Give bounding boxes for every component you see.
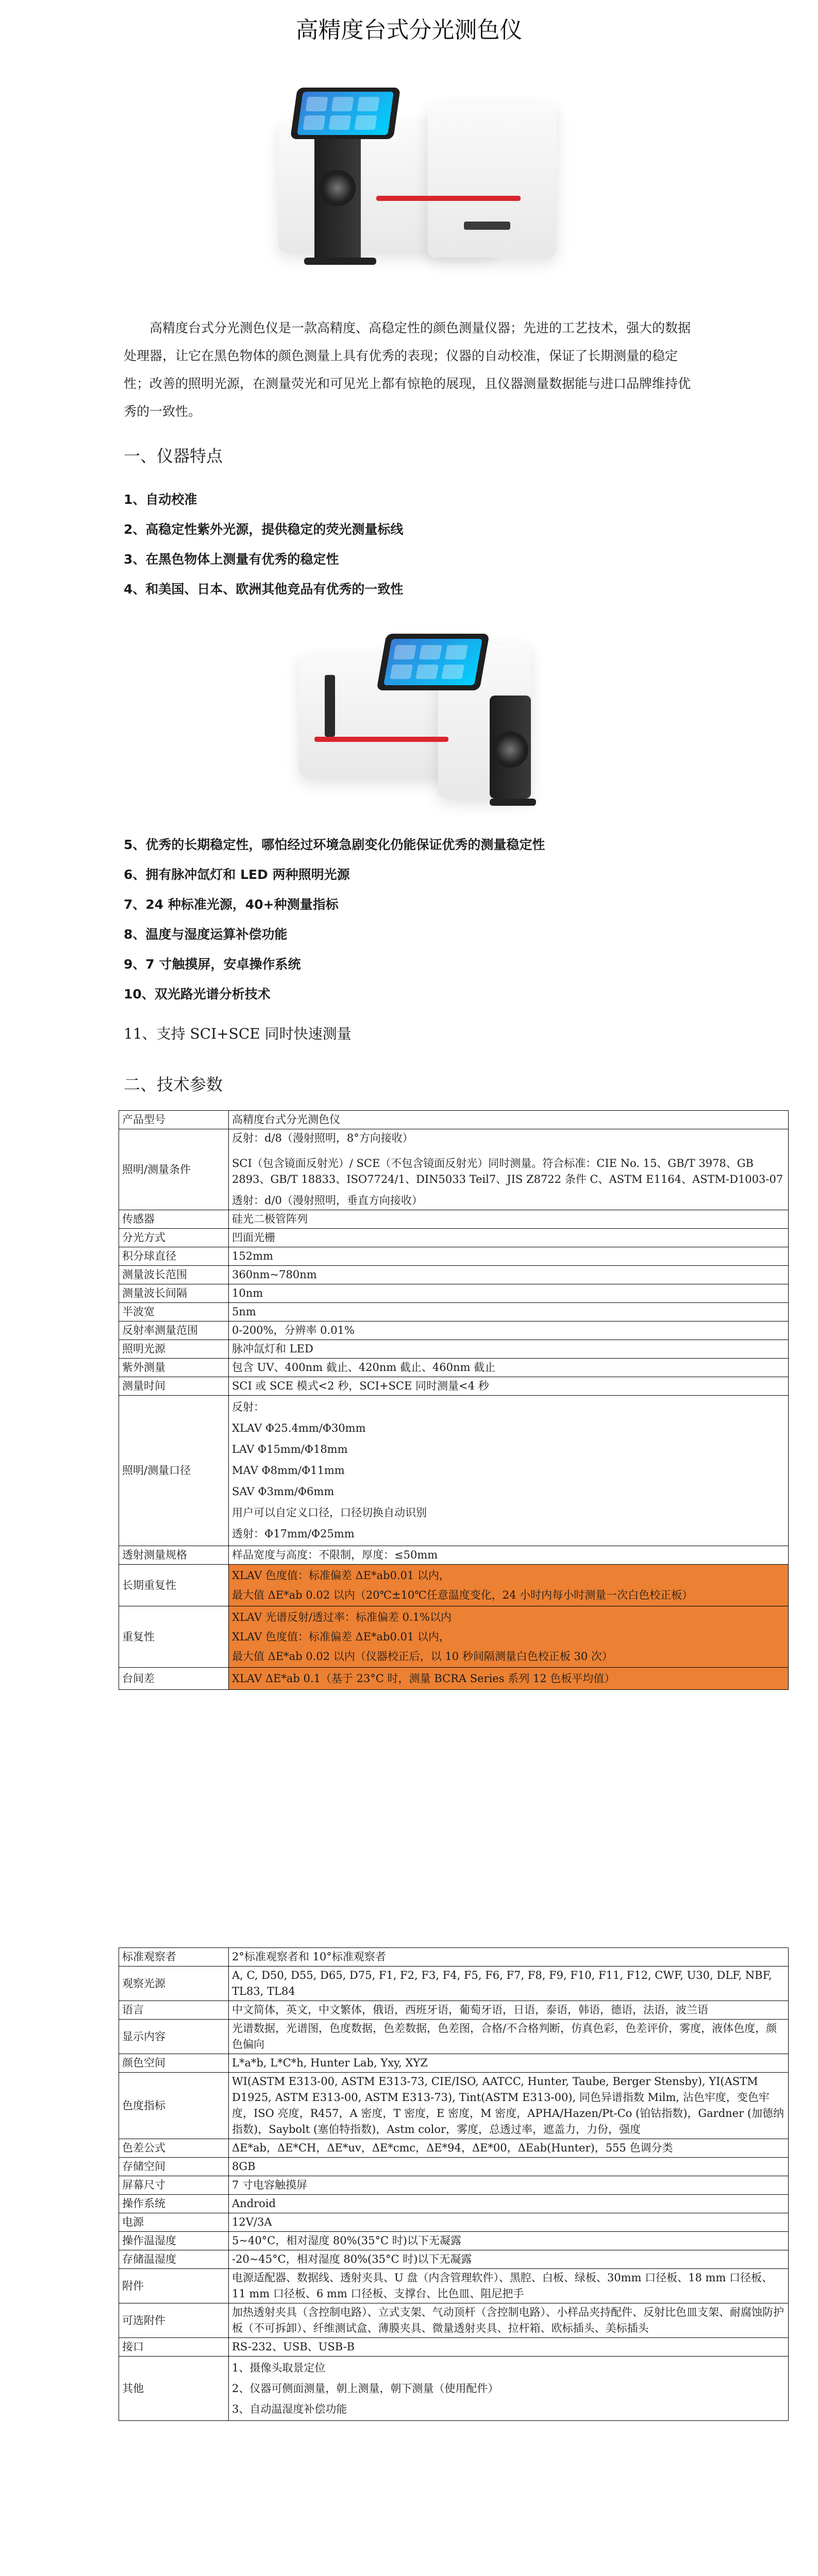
feature-item: 8、温度与湿度运算补偿功能 xyxy=(124,927,288,942)
spec-line: XLAV 色度值：标准偏差 ΔE*ab0.01 以内， xyxy=(232,1631,450,1643)
spec-value xyxy=(229,2357,789,2421)
spec-key: 产品型号 xyxy=(119,1111,229,1129)
spec-line: 最大值 ΔE*ab 0.02 以内（20℃±10℃任意温度变化，24 小时内每小时测量一次白色校正板） xyxy=(232,1589,693,1601)
spec-value: ΔE*ab，ΔE*CH，ΔE*uv，ΔE*cmc，ΔE*94，ΔE*00，ΔEab(Hunter)，555 色调分类 xyxy=(229,2139,789,2158)
table-row xyxy=(119,2269,789,2303)
spec-key: 照明光源 xyxy=(119,1340,229,1359)
feature-item: 11、支持 SCI+SCE 同时快速测量 xyxy=(124,1025,352,1042)
spec-value: 152mm xyxy=(229,1247,789,1266)
spec-key: 色度指标 xyxy=(119,2073,229,2139)
spec-value: 360nm~780nm xyxy=(229,1266,789,1284)
spec-key: 紫外测量 xyxy=(119,1359,229,1377)
spec-value: 电源适配器、数据线、透射夹具、U 盘（内含管理软件）、黑腔、白板、绿板、30mm 口径板、18 mm 口径板、11 mm 口径板、6 mm 口径板、支撑台、比色皿、阻尼把手 xyxy=(229,2269,789,2303)
spec-key: 颜色空间 xyxy=(119,2054,229,2073)
spec-value: L*a*b, L*C*h, Hunter Lab, Yxy, XYZ xyxy=(229,2054,789,2073)
spec-value: 加热透射夹具（含控制电路）、立式支架、气动顶杆（含控制电路）、小样品夹持配件、反射比色皿支架、耐腐蚀防护板（不可拆卸）、纤维测试盒、薄膜夹具、微量透射夹具、拉杆箱、欧标插头、美标插头 xyxy=(229,2303,789,2338)
feature-item: 5、优秀的长期稳定性，哪怕经过环境急剧变化仍能保证优秀的测量稳定性 xyxy=(124,837,545,852)
spec-key: 反射率测量范围 xyxy=(119,1321,229,1340)
table-row-highlight xyxy=(119,1606,789,1668)
spec-line: 反射： xyxy=(232,1401,264,1413)
spec-key: 其他 xyxy=(119,2357,229,2421)
spec-key: 显示内容 xyxy=(119,2020,229,2054)
spec-value: Android xyxy=(229,2195,789,2213)
spec-line: 2、仪器可侧面测量，朝上测量，朝下测量（使用配件） xyxy=(232,2382,499,2395)
table-row xyxy=(119,2020,789,2054)
section-heading-specs: 二、技术参数 xyxy=(124,1075,223,1094)
table-row xyxy=(119,2158,789,2176)
spec-value: 2°标准观察者和 10°标准观察者 xyxy=(229,1948,789,1967)
spec-key: 屏幕尺寸 xyxy=(119,2176,229,2195)
spec-key: 可选附件 xyxy=(119,2303,229,2338)
spec-value: 7 寸电容触摸屏 xyxy=(229,2176,789,2195)
spec-line: 最大值 ΔE*ab 0.02 以内（仪器校正后，以 10 秒间隔测量白色校正板 30 次） xyxy=(232,1650,613,1663)
spec-line: 用户可以自定义口径，口径切换自动识别 xyxy=(232,1506,427,1519)
spec-value: 硅光二极管阵列 xyxy=(229,1210,789,1229)
spec-key: 色差公式 xyxy=(119,2139,229,2158)
spec-value: 12V/3A xyxy=(229,2213,789,2232)
feature-item: 1、自动校准 xyxy=(124,492,197,507)
table-row-highlight xyxy=(119,1668,789,1690)
feature-item: 4、和美国、日本、欧洲其他竞品有优秀的一致性 xyxy=(124,582,404,597)
spec-key: 操作温湿度 xyxy=(119,2232,229,2250)
table-row xyxy=(119,1284,789,1303)
instrument-image-front xyxy=(273,67,562,273)
spec-line: LAV Φ15mm/Φ18mm xyxy=(232,1443,348,1455)
spec-key: 附件 xyxy=(119,2269,229,2303)
spec-line: SAV Φ3mm/Φ6mm xyxy=(232,1485,335,1498)
spec-value: 中文简体，英文，中文繁体，俄语，西班牙语，葡萄牙语，日语，泰语，韩语，德语，法语，波兰语 xyxy=(229,2001,789,2020)
table-row xyxy=(119,2176,789,2195)
table-row-highlight xyxy=(119,1565,789,1606)
spec-key: 透射测量规格 xyxy=(119,1546,229,1565)
spec-key: 重复性 xyxy=(119,1606,229,1668)
spec-value: 包含 UV、400nm 截止、420nm 截止、460nm 截止 xyxy=(229,1359,789,1377)
spec-key: 长期重复性 xyxy=(119,1565,229,1606)
spec-key: 操作系统 xyxy=(119,2195,229,2213)
table-row xyxy=(119,2232,789,2250)
table-row xyxy=(119,1967,789,2001)
spec-line: 透射：Φ17mm/Φ25mm xyxy=(232,1528,355,1540)
feature-item: 2、高稳定性紫外光源，提供稳定的荧光测量标线 xyxy=(124,522,404,537)
spec-key: 观察光源 xyxy=(119,1967,229,2001)
table-row xyxy=(119,2338,789,2357)
spec-value: 脉冲氙灯和 LED xyxy=(229,1340,789,1359)
spec-key: 标准观察者 xyxy=(119,1948,229,1967)
table-row xyxy=(119,1303,789,1321)
table-row xyxy=(119,1111,789,1129)
table-row xyxy=(119,2250,789,2269)
spec-line: 3、自动温湿度补偿功能 xyxy=(232,2403,347,2415)
spec-value xyxy=(229,1606,789,1668)
spec-line: SCI（包含镜面反射光）/ SCE（不包含镜面反射光）同时测量。符合标准：CIE No. 15、GB/T 3978、GB 2893、GB/T 18833、ISO7724/1、DIN5033 Teil7、JIS Z8722 条件 C、ASTM E1164、ASTM-D1003-07 xyxy=(232,1157,783,1185)
table-row xyxy=(119,1229,789,1247)
table-row xyxy=(119,1359,789,1377)
table-row xyxy=(119,1247,789,1266)
table-row xyxy=(119,1321,789,1340)
spec-key: 测量波长间隔 xyxy=(119,1284,229,1303)
table-row xyxy=(119,2303,789,2338)
spec-key: 照明/测量口径 xyxy=(119,1396,229,1546)
table-row xyxy=(119,1340,789,1359)
spec-value xyxy=(229,1396,789,1546)
spec-key: 分光方式 xyxy=(119,1229,229,1247)
table-row xyxy=(119,1129,789,1210)
spec-value: -20~45°C，相对湿度 80%(35°C 时)以下无凝露 xyxy=(229,2250,789,2269)
spec-line: 反射：d/8（漫射照明，8°方向接收） xyxy=(232,1132,413,1144)
spec-key: 存储空间 xyxy=(119,2158,229,2176)
table-row xyxy=(119,1948,789,1967)
section-heading-features: 一、仪器特点 xyxy=(124,446,223,466)
spec-key: 测量波长范围 xyxy=(119,1266,229,1284)
spec-line: XLAV Φ25.4mm/Φ30mm xyxy=(232,1422,366,1434)
table-row xyxy=(119,2213,789,2232)
table-row xyxy=(119,2054,789,2073)
spec-value: 5nm xyxy=(229,1303,789,1321)
spec-value: SCI 或 SCE 模式<2 秒，SCI+SCE 同时测量<4 秒 xyxy=(229,1377,789,1396)
spec-value: 光谱数据，光谱图，色度数据，色差数据，色差图，合格/不合格判断，仿真色彩，色差评价，雾度，液体色度，颜色偏向 xyxy=(229,2020,789,2054)
spec-value: RS-232、USB、USB-B xyxy=(229,2338,789,2357)
spec-value: 0-200%，分辨率 0.01% xyxy=(229,1321,789,1340)
spec-key: 接口 xyxy=(119,2338,229,2357)
table-row xyxy=(119,1266,789,1284)
table-row xyxy=(119,2139,789,2158)
spec-key: 传感器 xyxy=(119,1210,229,1229)
spec-line: XLAV 色度值：标准偏差 ΔE*ab0.01 以内， xyxy=(232,1569,450,1582)
table-row xyxy=(119,2195,789,2213)
spec-value: WI(ASTM E313-00, ASTM E313-73, CIE/ISO, AATCC, Hunter, Taube, Berger Stensby), YI(ASTM D1925, ASTM E313-00, ASTM E313-73), Tint(ASTM E313-00), 同色异谱指数 Milm, 沾色牢度，变色牢度，ISO 亮度，R457，A 密度，T 密度，E 密度，M 密度，APHA/Hazen/Pt-Co (铂钴指数)，Gardner (加德纳指数)，Saybolt (塞伯特指数)，Astm color，雾度，总透过率，遮盖力，力份，强度 xyxy=(229,2073,789,2139)
feature-item: 7、24 种标准光源，40+种测量指标 xyxy=(124,897,339,912)
spec-value xyxy=(229,1565,789,1606)
feature-item: 3、在黑色物体上测量有优秀的稳定性 xyxy=(124,552,339,567)
spec-key: 半波宽 xyxy=(119,1303,229,1321)
page-title: 高精度台式分光测色仪 xyxy=(295,17,523,43)
spec-key: 电源 xyxy=(119,2213,229,2232)
table-row xyxy=(119,1210,789,1229)
table-row xyxy=(119,2357,789,2421)
feature-item: 9、7 寸触摸屏，安卓操作系统 xyxy=(124,957,301,972)
spec-value: XLAV ΔE*ab 0.1（基于 23°C 时，测量 BCRA Series 系列 12 色板平均值） xyxy=(229,1668,789,1690)
table-row xyxy=(119,1377,789,1396)
spec-key: 语言 xyxy=(119,2001,229,2020)
spec-key: 积分球直径 xyxy=(119,1247,229,1266)
table-row xyxy=(119,1546,789,1565)
spec-line: MAV Φ8mm/Φ11mm xyxy=(232,1464,345,1477)
instrument-image-side xyxy=(294,613,552,819)
spec-value: 10nm xyxy=(229,1284,789,1303)
spec-line: 1、摄像头取景定位 xyxy=(232,2362,326,2374)
spec-key: 存储温湿度 xyxy=(119,2250,229,2269)
intro-paragraph: 高精度台式分光测色仪是一款高精度、高稳定性的颜色测量仪器；先进的工艺技术，强大的数据处理器，让它在黑色物体的颜色测量上具有优秀的表现；仪器的自动校准，保证了长期测量的稳定性；改善的照明光源，在测量荧光和可见光上都有惊艳的展现，且仪器测量数据能与进口品牌维持优秀的一致性。 xyxy=(124,320,691,419)
spec-key: 台间差 xyxy=(119,1668,229,1690)
spec-value: 8GB xyxy=(229,2158,789,2176)
feature-item: 6、拥有脉冲氙灯和 LED 两种照明光源 xyxy=(124,867,350,882)
spec-value: A, C, D50, D55, D65, D75, F1, F2, F3, F4, F5, F6, F7, F8, F9, F10, F11, F12, CWF, U30, DLF, NBF, TL83, TL84 xyxy=(229,1967,789,2001)
spec-table-2 xyxy=(119,1947,789,2421)
spec-table-1 xyxy=(119,1110,789,1690)
spec-line: XLAV 光谱反射/透过率：标准偏差 0.1%以内 xyxy=(232,1611,452,1623)
spec-value: 凹面光栅 xyxy=(229,1229,789,1247)
spec-value xyxy=(229,1129,789,1210)
table-row xyxy=(119,2073,789,2139)
table-row xyxy=(119,1396,789,1546)
table-row xyxy=(119,2001,789,2020)
spec-key: 照明/测量条件 xyxy=(119,1129,229,1210)
spec-key: 测量时间 xyxy=(119,1377,229,1396)
feature-item: 10、双光路光谱分析技术 xyxy=(124,987,271,1002)
spec-value: 高精度台式分光测色仪 xyxy=(229,1111,789,1129)
spec-line: 透射：d/0（漫射照明，垂直方向接收） xyxy=(232,1194,423,1207)
spec-value: 样品宽度与高度：不限制，厚度：≤50mm xyxy=(229,1546,789,1565)
spec-value: 5~40°C，相对湿度 80%(35°C 时)以下无凝露 xyxy=(229,2232,789,2250)
